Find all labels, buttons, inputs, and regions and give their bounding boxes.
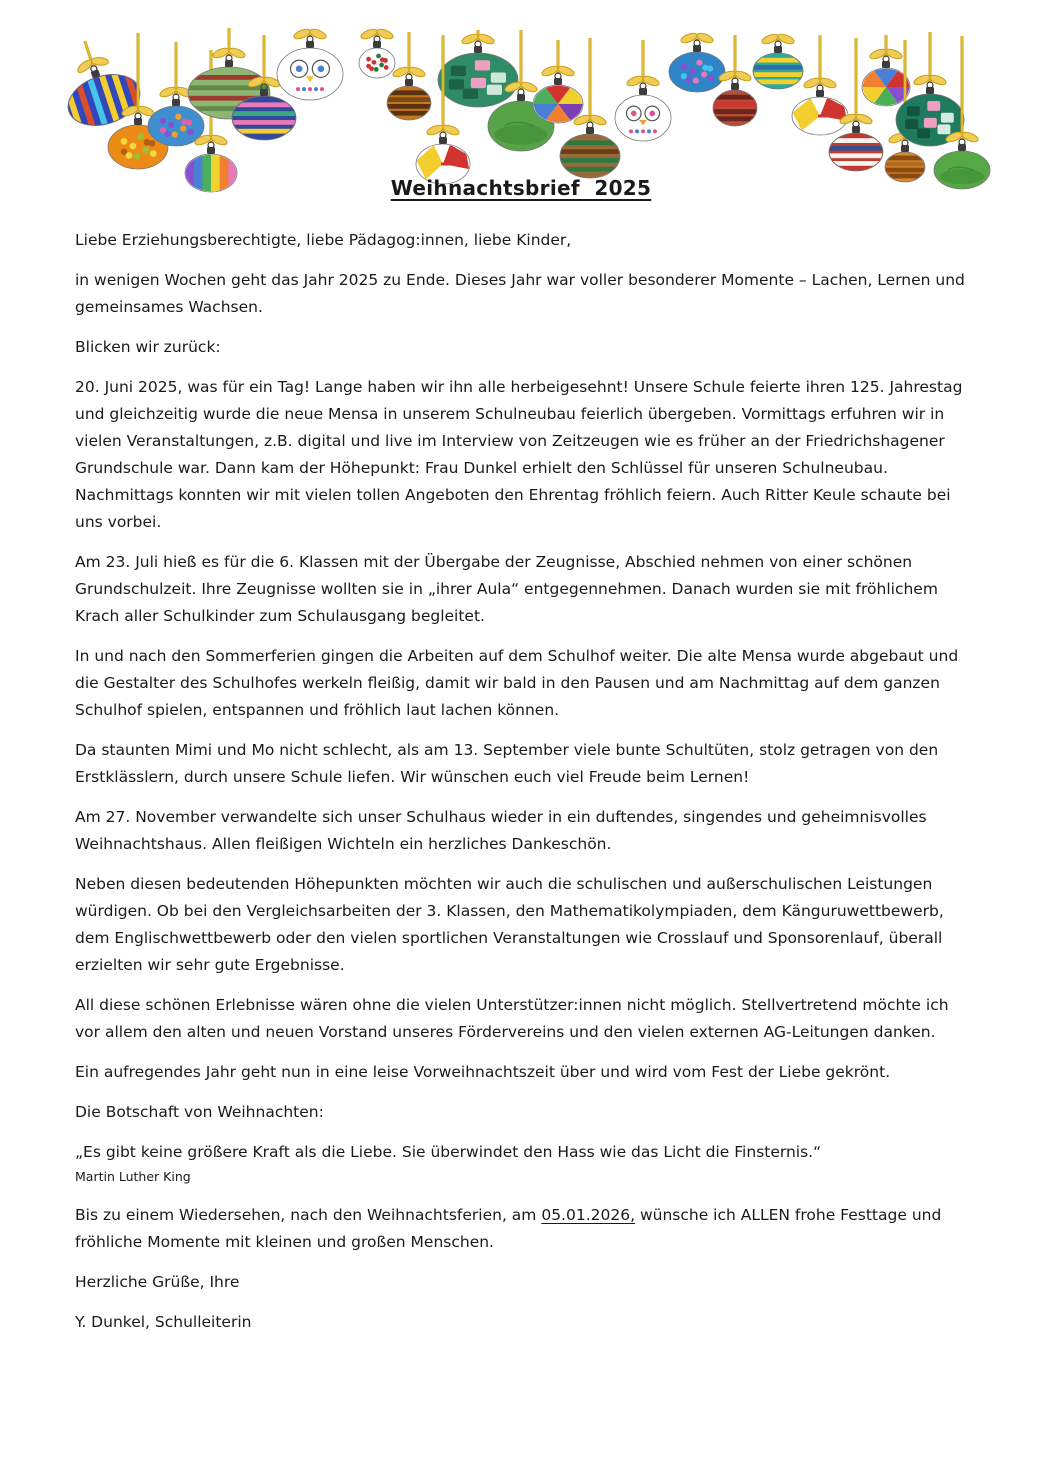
bauble-ornament [713, 35, 757, 126]
bauble-ornament [387, 32, 431, 120]
closing-paragraph [75, 1202, 967, 1256]
bauble-ornament [669, 31, 725, 92]
paragraph-thanks: All diese schönen Erlebnisse wären ohne die vielen Unterstützer:innen nicht möglich. Stellvertretend möchte ich vor allem den alten und neuen Vorstand unseres Fördervereins und den vielen externen AG-Leitungen danken. [75, 996, 949, 1041]
paragraph-september-firstgraders: Da staunten Mimi und Mo nicht schlecht, als am 13. September viele bunte Schultüten, stolz getragen von den Erstklässlern, durch unsere Schule liefen. Wir wünschen euch viel Freude beim Lernen! [75, 741, 939, 786]
bauble-ornament [862, 35, 910, 106]
bauble-ornament [277, 27, 343, 100]
bauble-ornament [50, 30, 147, 135]
paragraph-november-christmas-house: Am 27. November verwandelte sich unser Schulhaus wieder in ein duftendes, singendes und geheimnisvolles Weihnachtshaus. Allen fleißigen Wichteln ein herzliches Dankeschön. [75, 808, 927, 853]
letter-body [75, 176, 967, 1349]
paragraph-july-graduation: Am 23. Juli hieß es für die 6. Klassen mit der Übergabe der Zeugnisse, Abschied nehmen von einer schönen Grundschulzeit. Ihre Zeugnisse wollten sie in „ihrer Aula“ entgegennehmen. Danach wurden sie mit fröhlichem Krach aller Schulkinder zum Schulausgang begleitet. [75, 553, 938, 625]
paragraph-retrospect: Blicken wir zurück: [75, 338, 221, 356]
quote-text: „Es gibt keine größere Kraft als die Liebe. Sie überwindet den Hass wie das Licht die Finsternis.“ [75, 1143, 822, 1161]
bauble-ornament [753, 32, 803, 89]
signature: Y. Dunkel, Schulleiterin [75, 1313, 252, 1331]
paragraph-summer-schoolyard: In und nach den Sommerferien gingen die Arbeiten auf dem Schulhof weiter. Die alte Mensa wurde abgebaut und die Gestalter des Schulhofes werkeln fleißig, damit wir bald in den Pausen und am Nachmittag auf dem ganzen Schulhof spielen, entspannen und fröhlich laut lachen können. [75, 647, 959, 719]
salutation: Liebe Erziehungsberechtigte, liebe Pädagog:innen, liebe Kinder, [75, 231, 572, 249]
bauble-ornament [615, 40, 671, 141]
christmas-ornaments-banner [0, 0, 1038, 195]
closing-pre: Bis zu einem Wiedersehen, nach den Weihnachtsferien, am [75, 1206, 542, 1224]
regards: Herzliche Grüße, Ihre [75, 1273, 240, 1291]
paragraph-june-anniversary: 20. Juni 2025, was für ein Tag! Lange haben wir ihn alle herbeigesehnt! Unsere Schule feierte ihren 125. Jahrestag und gleichzeitig wurde die neue Mensa in unserem Schulneubau feierlich übergeben. Vormittags erfuhren wir in vielen Veranstaltungen, z.B. digital und live im Interview von Zeitzeugen wie es früher an der Friedrichshagener Grundschule war. Dann kam der Höhepunkt: Frau Dunkel erhielt den Schlüssel für unseren Schulneubau. Nachmittags konnten wir mit vielen tollen Angeboten den Ehrentag fröhlich feiern. Auch Ritter Keule schaute bei uns vorbei. [75, 378, 963, 531]
quote-attribution: Martin Luther King [75, 1169, 191, 1184]
letter-title: Weihnachtsbrief 2025 [390, 176, 652, 200]
bauble-ornament [359, 27, 395, 78]
bauble-ornament [792, 35, 848, 135]
bauble-ornament [533, 40, 583, 123]
quote-block [75, 1139, 967, 1187]
paragraph-intro: in wenigen Wochen geht das Jahr 2025 zu Ende. Dieses Jahr war voller besonderer Momente – Lachen, Lernen und gemeinsames Wachsen. [75, 271, 965, 316]
paragraph-message-intro: Die Botschaft von Weihnachten: [75, 1103, 324, 1121]
return-date: 05.01.2026, [541, 1206, 636, 1224]
closing-post: wünsche ich ALLEN frohe Festtage und fröhliche Momente mit kleinen und großen Menschen. [75, 1206, 942, 1251]
bauble-ornament [438, 30, 518, 107]
paragraph-achievements: Neben diesen bedeutenden Höhepunkten möchten wir auch die schulischen und außerschulischen Leistungen würdigen. Ob bei den Vergleichsarbeiten der 3. Klassen, den Mathematikolympiaden, dem Känguruwettbewerb, dem Englischwettbewerb oder den vielen sportlichen Veranstaltungen wie Crosslauf und Sponsorenlauf, überall erzielten wir sehr gute Ergebnisse. [75, 875, 944, 974]
paragraph-advent: Ein aufregendes Jahr geht nun in eine leise Vorweihnachtszeit über und wird vom Fest der Liebe gekrönt. [75, 1063, 891, 1081]
